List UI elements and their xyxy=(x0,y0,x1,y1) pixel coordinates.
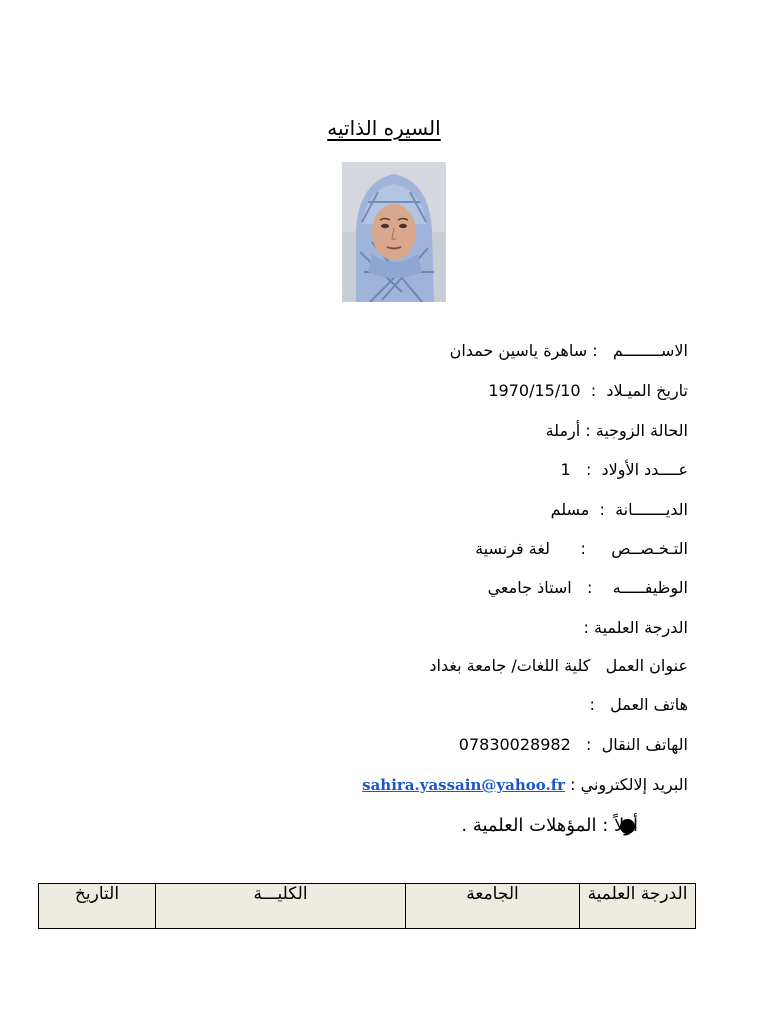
field-work-phone: هاتف العمل : xyxy=(589,695,688,714)
profile-photo xyxy=(342,162,446,302)
email-label: البريد إلالكتروني : xyxy=(570,775,688,794)
field-academic-degree: الدرجة العلمية : xyxy=(583,618,688,637)
field-specialization: التـخـصــص : لغة فرنسية xyxy=(475,539,688,558)
field-email xyxy=(362,775,688,795)
field-name: الاســــــــم : ساهرة ياسين حمدان xyxy=(449,341,688,360)
header-degree: الدرجة العلمية xyxy=(580,884,696,929)
field-religion: الديـــــــانة : مسلم xyxy=(550,500,688,519)
header-college: الكليـــة xyxy=(156,884,406,929)
field-children-count: عــــدد الأولاد : 1 xyxy=(560,460,688,479)
field-marital-status: الحالة الزوجية : أرملة xyxy=(545,421,688,440)
field-job: الوظيفـــــه : استاذ جامعي xyxy=(487,578,688,597)
header-university: الجامعة xyxy=(406,884,580,929)
table-header-row xyxy=(39,884,696,929)
email-link[interactable]: sahira.yassain@yahoo.fr xyxy=(362,776,566,794)
field-work-address: عنوان العمل كلية اللغات/ جامعة بغداد xyxy=(429,656,688,675)
page-title: السيره الذاتيه xyxy=(327,116,441,140)
qualifications-table xyxy=(38,883,696,929)
header-date: التاريخ xyxy=(39,884,156,929)
section-heading: أولاً : المؤهلات العلمية . xyxy=(461,815,638,836)
field-birth-date: تاريخ الميـلاد : 1970/15/10 xyxy=(488,381,688,400)
field-mobile-phone: الهاتف النقال : 07830028982 xyxy=(458,735,688,754)
